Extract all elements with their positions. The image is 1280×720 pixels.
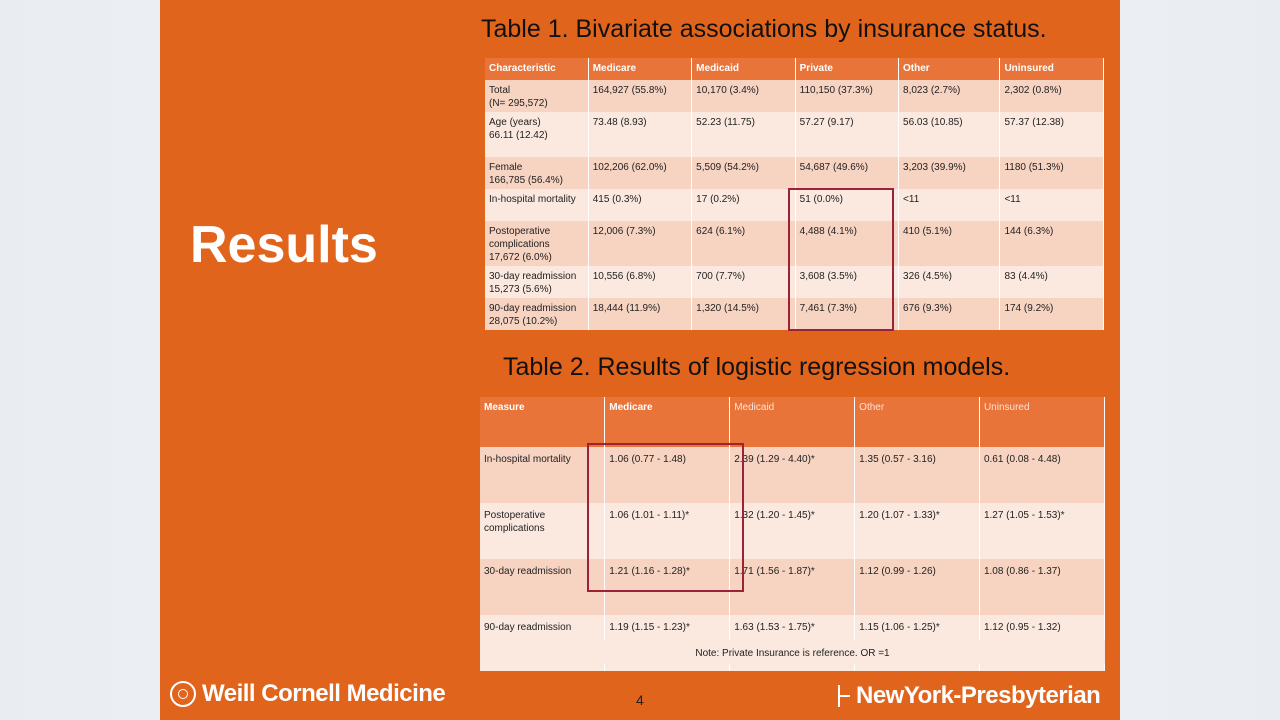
table-row <box>480 447 1105 503</box>
row-label-cell <box>485 189 588 221</box>
row-label: Total <box>489 85 511 96</box>
table-row <box>485 157 1104 189</box>
table2-title: Table 2. Results of logistic regression models. <box>503 353 1011 381</box>
table2-header-medicaid: Medicaid <box>730 397 855 447</box>
table-cell: 1.12 (0.95 - 1.32) <box>979 615 1104 671</box>
table-cell: <11 <box>899 189 1000 221</box>
table-cell: 57.27 (9.17) <box>795 112 898 157</box>
table-cell: 1.06 (0.77 - 1.48) <box>605 447 730 503</box>
table-cell: 1.20 (1.07 - 1.33)* <box>855 503 980 559</box>
table-cell: 8,023 (2.7%) <box>899 80 1000 112</box>
row-sublabel: 15,273 (5.6%) <box>489 284 552 295</box>
table-cell: 676 (9.3%) <box>899 298 1000 330</box>
table-cell: 1.08 (0.86 - 1.37) <box>979 559 1104 615</box>
row-label: 90-day readmission <box>480 615 605 671</box>
row-label-cell <box>485 80 588 112</box>
table-row <box>480 503 1105 559</box>
page-number: 4 <box>636 692 644 708</box>
table1-header-medicare: Medicare <box>588 58 691 80</box>
table-cell: 102,206 (62.0%) <box>588 157 691 189</box>
table-row <box>485 266 1104 298</box>
nyp-mark-icon <box>836 683 852 709</box>
table-cell: 1.35 (0.57 - 3.16) <box>855 447 980 503</box>
table-cell: 700 (7.7%) <box>692 266 795 298</box>
table-cell: 624 (6.1%) <box>692 221 795 266</box>
table-cell: 18,444 (11.9%) <box>588 298 691 330</box>
table1-header-private: Private <box>795 58 898 80</box>
table-row <box>485 80 1104 112</box>
row-sublabel: 166,785 (56.4%) <box>489 175 563 186</box>
row-label-cell <box>485 157 588 189</box>
table-row <box>485 221 1104 266</box>
row-label: 30-day readmission <box>480 559 605 615</box>
row-label: In-hospital mortality <box>489 194 576 205</box>
table1-header-medicaid: Medicaid <box>692 58 795 80</box>
table-cell: 1.21 (1.16 - 1.28)* <box>605 559 730 615</box>
table1-header-other: Other <box>899 58 1000 80</box>
slide <box>160 0 1120 720</box>
table-cell: 51 (0.0%) <box>795 189 898 221</box>
weill-cornell-logo-text: Weill Cornell Medicine <box>202 680 446 707</box>
table-row <box>485 189 1104 221</box>
row-sublabel: (N= 295,572) <box>489 98 548 109</box>
table-cell: 410 (5.1%) <box>899 221 1000 266</box>
table-cell: 144 (6.3%) <box>1000 221 1104 266</box>
table-cell: 1.71 (1.56 - 1.87)* <box>730 559 855 615</box>
table-cell: 174 (9.2%) <box>1000 298 1104 330</box>
table-cell: 5,509 (54.2%) <box>692 157 795 189</box>
table-cell: 415 (0.3%) <box>588 189 691 221</box>
table-row <box>485 298 1104 330</box>
table-cell: 73.48 (8.93) <box>588 112 691 157</box>
table-cell: 1.12 (0.99 - 1.26) <box>855 559 980 615</box>
table-cell: <11 <box>1000 189 1104 221</box>
row-label-cell <box>485 298 588 330</box>
table-cell: 12,006 (7.3%) <box>588 221 691 266</box>
table-cell: 164,927 (55.8%) <box>588 80 691 112</box>
table-cell: 17 (0.2%) <box>692 189 795 221</box>
cornell-seal-icon <box>170 681 196 707</box>
table2-header-measure: Measure <box>480 397 605 447</box>
table-cell: 2,302 (0.8%) <box>1000 80 1104 112</box>
row-sublabel: 66.11 (12.42) <box>489 130 548 141</box>
table2-header-row <box>480 397 1105 447</box>
row-sublabel: 17,672 (6.0%) <box>489 252 552 263</box>
table-cell: 52.23 (11.75) <box>692 112 795 157</box>
table-cell: 2.39 (1.29 - 4.40)* <box>730 447 855 503</box>
table-cell: 7,461 (7.3%) <box>795 298 898 330</box>
table2-header-uninsured: Uninsured <box>979 397 1104 447</box>
table-cell: 54,687 (49.6%) <box>795 157 898 189</box>
table-cell: 56.03 (10.85) <box>899 112 1000 157</box>
row-label: Postoperative complications <box>480 503 605 559</box>
row-label: Female <box>489 162 523 173</box>
table-cell: 110,150 (37.3%) <box>795 80 898 112</box>
row-sublabel: 28,075 (10.2%) <box>489 316 558 327</box>
table2-logistic-regression <box>480 397 1105 671</box>
table-cell: 326 (4.5%) <box>899 266 1000 298</box>
table1-header-characteristic: Characteristic <box>485 58 588 80</box>
table-cell: 1180 (51.3%) <box>1000 157 1104 189</box>
table-cell: 1.19 (1.15 - 1.23)* <box>605 615 730 671</box>
row-label-cell <box>485 221 588 266</box>
table-cell: 1,320 (14.5%) <box>692 298 795 330</box>
table-row <box>480 559 1105 615</box>
table1-header-uninsured: Uninsured <box>1000 58 1104 80</box>
table-cell: 4,488 (4.1%) <box>795 221 898 266</box>
table-row <box>485 112 1104 157</box>
row-label: Age (years) <box>489 117 541 128</box>
table-cell: 10,170 (3.4%) <box>692 80 795 112</box>
table2-header-other: Other <box>855 397 980 447</box>
table-cell: 1.27 (1.05 - 1.53)* <box>979 503 1104 559</box>
row-label: 90-day readmission <box>489 303 577 314</box>
newyork-presbyterian-logo <box>836 682 1100 710</box>
table-cell: 10,556 (6.8%) <box>588 266 691 298</box>
table-cell: 0.61 (0.08 - 4.48) <box>979 447 1104 503</box>
table-cell: 3,203 (39.9%) <box>899 157 1000 189</box>
row-label: Postoperative complications <box>489 226 551 250</box>
row-label: In-hospital mortality <box>480 447 605 503</box>
weill-cornell-logo <box>170 680 445 708</box>
table-cell: 1.06 (1.01 - 1.11)* <box>605 503 730 559</box>
table-cell: 1.32 (1.20 - 1.45)* <box>730 503 855 559</box>
table-cell: 1.15 (1.06 - 1.25)* <box>855 615 980 671</box>
table-cell: 1.63 (1.53 - 1.75)* <box>730 615 855 671</box>
table-cell: 83 (4.4%) <box>1000 266 1104 298</box>
newyork-presbyterian-logo-text: NewYork-Presbyterian <box>856 682 1101 709</box>
row-label-cell <box>485 266 588 298</box>
table1-header-row <box>485 58 1104 80</box>
table1-bivariate <box>485 58 1104 330</box>
table-cell: 57.37 (12.38) <box>1000 112 1104 157</box>
table-cell: 3,608 (3.5%) <box>795 266 898 298</box>
table1-title: Table 1. Bivariate associations by insurance status. <box>481 15 1047 43</box>
table2-header-medicare: Medicare <box>605 397 730 447</box>
table2-footnote: Note: Private Insurance is reference. OR =1 <box>480 640 1105 664</box>
row-label-cell <box>485 112 588 157</box>
row-label: 30-day readmission <box>489 271 577 282</box>
slide-heading: Results <box>190 216 378 274</box>
